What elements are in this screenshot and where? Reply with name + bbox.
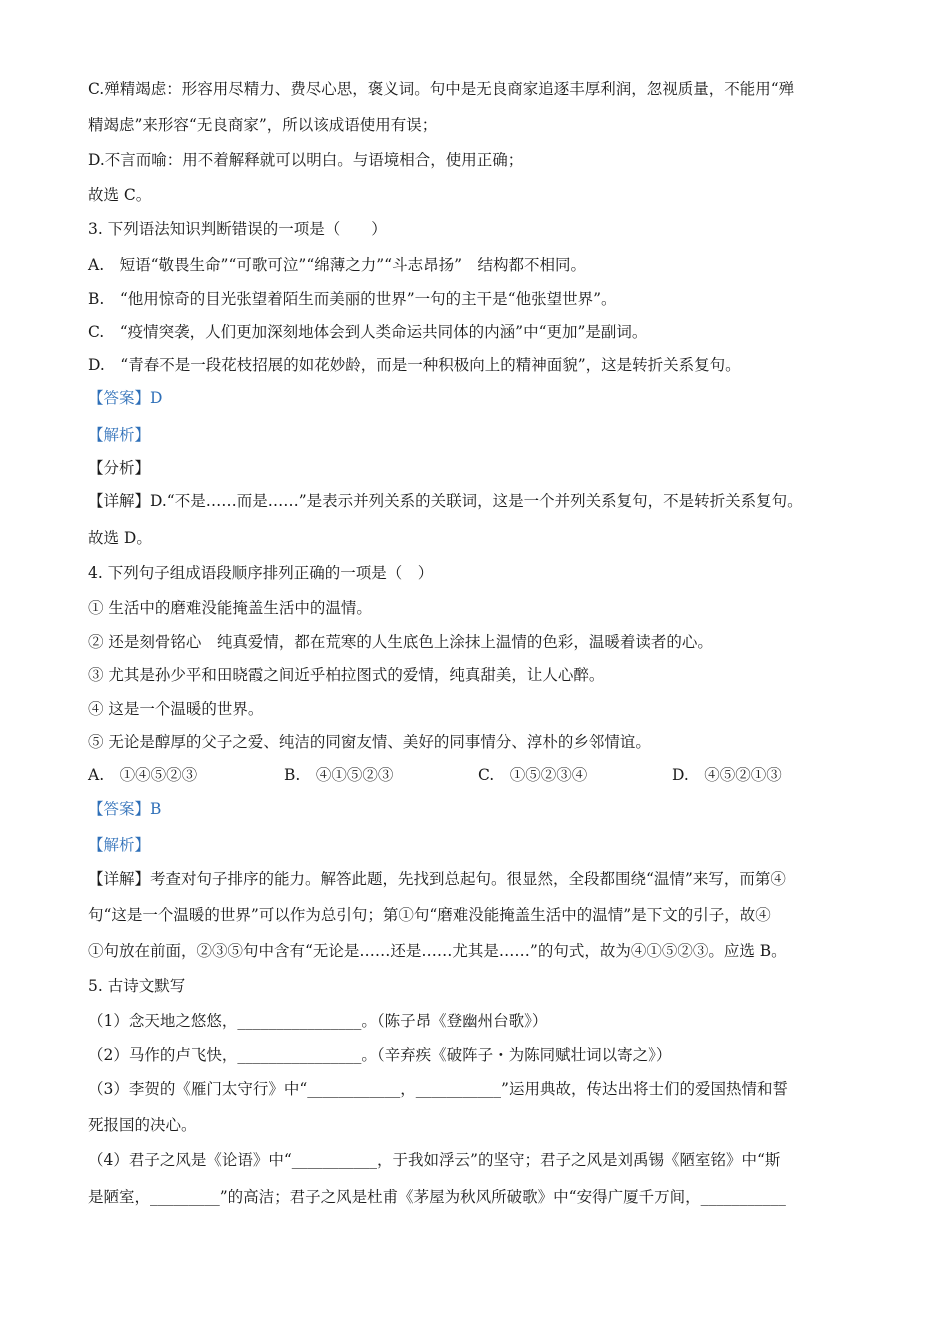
question-3-option-b: B. “他用惊奇的目光张望着陌生而美丽的世界”一句的主干是“他张望世界”。 xyxy=(88,290,617,308)
question-5-item-2: （2）马作的卢飞快，________________。（辛弃疾《破阵子・为陈同赋壮词以寄之》） xyxy=(88,1046,672,1064)
sentence-2: ② 还是刻骨铭心 纯真爱情，都在荒寒的人生底色上涂抹上温情的色彩，温暖着读者的心。 xyxy=(88,633,713,651)
analysis-label: 【解析】 xyxy=(88,426,151,444)
analysis-label: 【解析】 xyxy=(88,836,151,854)
option-b: B. ④①⑤②③ xyxy=(284,766,394,784)
text-line: D.不言而喻：用不着解释就可以明白。与语境相合，使用正确； xyxy=(88,151,524,169)
question-5-item-3: （3）李贺的《雁门太守行》中“____________，___________”运用典故，传达出将士们的爱国热情和誓 xyxy=(88,1080,788,1098)
text-line: ①句放在前面，②③⑤句中含有“无论是……还是……尤其是……”的句式，故为④①⑤②③。应选 B。 xyxy=(88,942,787,960)
fenxi-label: 【分析】 xyxy=(88,459,151,477)
option-a: A. ①④⑤②③ xyxy=(88,766,198,784)
question-4-stem: 4. 下列句子组成语段顺序排列正确的一项是（ ） xyxy=(88,564,434,582)
option-c: C. ①⑤②③④ xyxy=(478,766,588,784)
detail-explanation: 【详解】D.“不是……而是……”是表示并列关系的关联词，这是一个并列关系复句，不是转折关系复句。 xyxy=(88,492,803,510)
question-3-option-d: D. “青春不是一段花枝招展的如花妙龄，而是一种积极向上的精神面貌”，这是转折关系复句。 xyxy=(88,356,741,374)
option-d: D. ④⑤②①③ xyxy=(672,766,782,784)
question-5-item-4: （4）君子之风是《论语》中“___________，于我如浮云”的坚守；君子之风是刘禹锡《陋室铭》中“斯 xyxy=(88,1151,781,1169)
sentence-5: ⑤ 无论是醇厚的父子之爱、纯洁的同窗友情、美好的同事情分、淳朴的乡邻情谊。 xyxy=(88,733,651,751)
text-line: 精竭虑”来形容“无良商家”，所以该成语使用有误； xyxy=(88,116,438,134)
sentence-1: ① 生活中的磨难没能掩盖生活中的温情。 xyxy=(88,599,372,617)
text-line: 死报国的决心。 xyxy=(88,1116,197,1134)
text-line: 故选 C。 xyxy=(88,186,152,204)
text-line: 是陋室，_________”的高洁；君子之风是杜甫《茅屋为秋风所破歌》中“安得广厦千万间，___________ xyxy=(88,1188,786,1206)
text-line: 句“这是一个温暖的世界”可以作为总引句；第①句“磨难没能掩盖生活中的温情”是下文的引子，故④ xyxy=(88,906,771,924)
answer-label: 【答案】B xyxy=(88,800,162,818)
detail-explanation: 【详解】考查对句子排序的能力。解答此题，先找到总起句。很显然，全段都围绕“温情”来写，而第④ xyxy=(88,870,786,888)
question-5-item-1: （1）念天地之悠悠，________________。（陈子昂《登幽州台歌》） xyxy=(88,1012,548,1030)
question-5-stem: 5. 古诗文默写 xyxy=(88,977,186,995)
answer-label: 【答案】D xyxy=(88,389,163,407)
question-3-option-c: C. “疫情突袭，人们更加深刻地体会到人类命运共同体的内涵”中“更加”是副词。 xyxy=(88,323,648,341)
question-3-stem: 3. 下列语法知识判断错误的一项是（ ） xyxy=(88,220,387,238)
text-line: C.殚精竭虑：形容用尽精力、费尽心思，褒义词。句中是无良商家追逐丰厚利润，忽视质量，不能用“殚 xyxy=(88,80,795,98)
text-line: 故选 D。 xyxy=(88,529,152,547)
question-4-options xyxy=(88,764,782,786)
question-3-option-a: A. 短语“敬畏生命”“可歌可泣”“绵薄之力”“斗志昂扬” 结构都不相同。 xyxy=(88,256,587,274)
sentence-4: ④ 这是一个温暖的世界。 xyxy=(88,700,264,718)
sentence-3: ③ 尤其是孙少平和田晓霞之间近乎柏拉图式的爱情，纯真甜美，让人心醉。 xyxy=(88,666,605,684)
